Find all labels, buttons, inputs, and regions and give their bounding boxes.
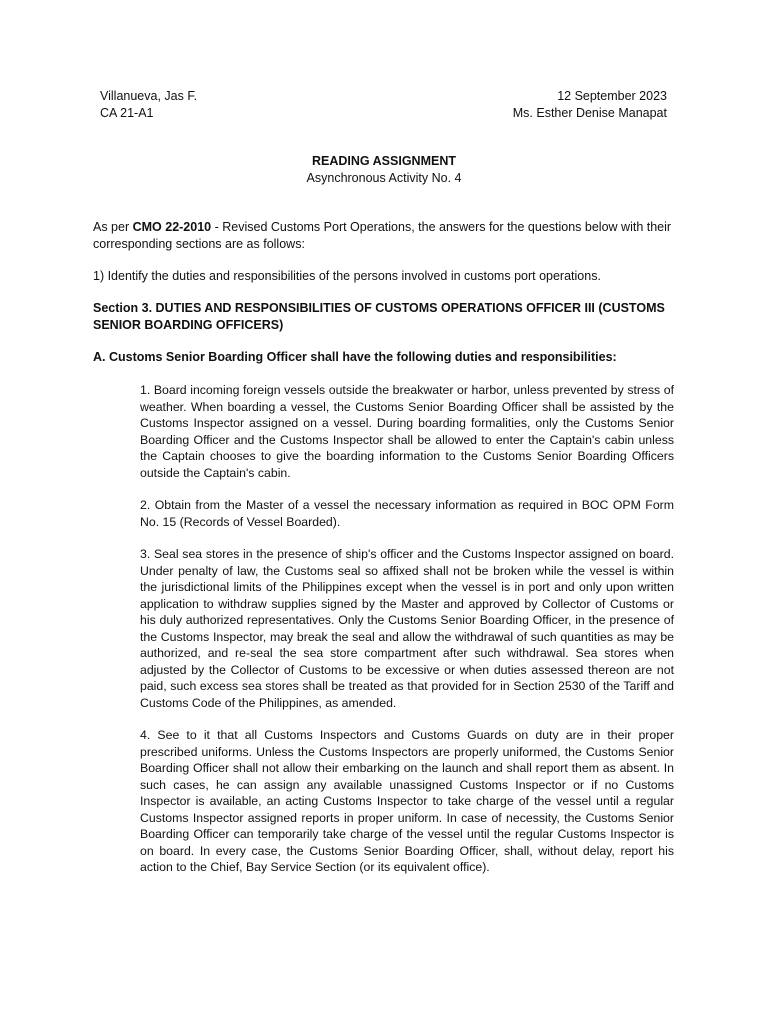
question-1: 1) Identify the duties and responsibilities of the persons involved in customs port operations.: [93, 269, 601, 283]
duty-item-2: 2. Obtain from the Master of a vessel the necessary information as required in BOC OPM Form No. 15 (Records of Vessel Boarded).: [140, 498, 674, 529]
subsection-heading: A. Customs Senior Boarding Officer shall have the following duties and responsibilities:: [93, 350, 617, 364]
duty-item-1: 1. Board incoming foreign vessels outside the breakwater or harbor, unless prevented by stress of weather. When boarding a vessel, the Customs Senior Boarding Officer shall be assisted by the Customs Inspector assigned on a vessel. During boarding formalities, only the Customs Senior Boarding Officer and the Customs Inspector shall be allowed to enter the Captain's cabin unless the Captain chooses to give the boarding information to the Customs Senior Boarding Officers outside the Captain's cabin.: [140, 383, 674, 480]
duty-item-3: 3. Seal sea stores in the presence of ship's officer and the Customs Inspector assigned on board. Under penalty of law, the Customs seal so affixed shall not be broken while the vessel is within the jurisdictional limits of the Philippines except when the vessel is in port and only upon written application to withdraw supplies signed by the Master and approved by Collector of Customs or his duly authorized representatives. Only the Customs Senior Boarding Officer, in the presence of the Customs Inspector, may break the seal and allow the withdrawal of such quantities as may be authorized, and re-seal the sea store compartment after such withdrawal. Sea stores when adjusted by the Collector of Customs to be excessive or when duties assessed thereon are not paid, such excess sea stores shall be treated as that provided for in Section 2530 of the Tariff and Customs Code of the Philippines, as amended.: [140, 547, 674, 710]
student-section: CA 21-A1: [100, 106, 154, 120]
section-heading: Section 3. DUTIES AND RESPONSIBILITIES OF CUSTOMS OPERATIONS OFFICER III (CUSTOMS SENIOR BOARDING OFFICERS): [93, 301, 665, 332]
student-name: Villanueva, Jas F.: [100, 89, 198, 103]
duty-item-4: 4. See to it that all Customs Inspectors and Customs Guards on duty are in their proper prescribed uniforms. Unless the Customs Inspectors are properly uniformed, the Customs Senior Boarding Officer shall not allow their embarking on the launch and shall report them as absent. In such cases, he can assign any available unassigned Customs Inspector or if no Customs Inspector is available, an acting Customs Inspector to take charge of the vessel until a regular Customs Inspector assigned reports in proper uniform. In case of necessity, the Customs Senior Boarding Officer can temporarily take charge of the vessel until the regular Customs Inspector is on board. In every case, the Customs Senior Boarding Officer, shall, without delay, report his action to the Chief, Bay Service Section (or its equivalent office).: [140, 728, 674, 874]
cmo-reference: CMO 22-2010: [132, 220, 212, 234]
intro-paragraph: [93, 219, 683, 253]
intro-suffix: - Revised Customs Port Operations, the answers for the questions below with their corresponding sections are as follows:: [93, 220, 672, 251]
submission-date: 12 September 2023: [557, 89, 667, 103]
intro-prefix: As per: [93, 220, 133, 234]
document-title: READING ASSIGNMENT: [312, 154, 456, 168]
student-info: [100, 88, 197, 122]
document-title-block: [0, 153, 768, 187]
instructor-name: Ms. Esther Denise Manapat: [512, 106, 667, 120]
submission-info: [513, 88, 667, 122]
document-subtitle: Asynchronous Activity No. 4: [306, 171, 462, 185]
